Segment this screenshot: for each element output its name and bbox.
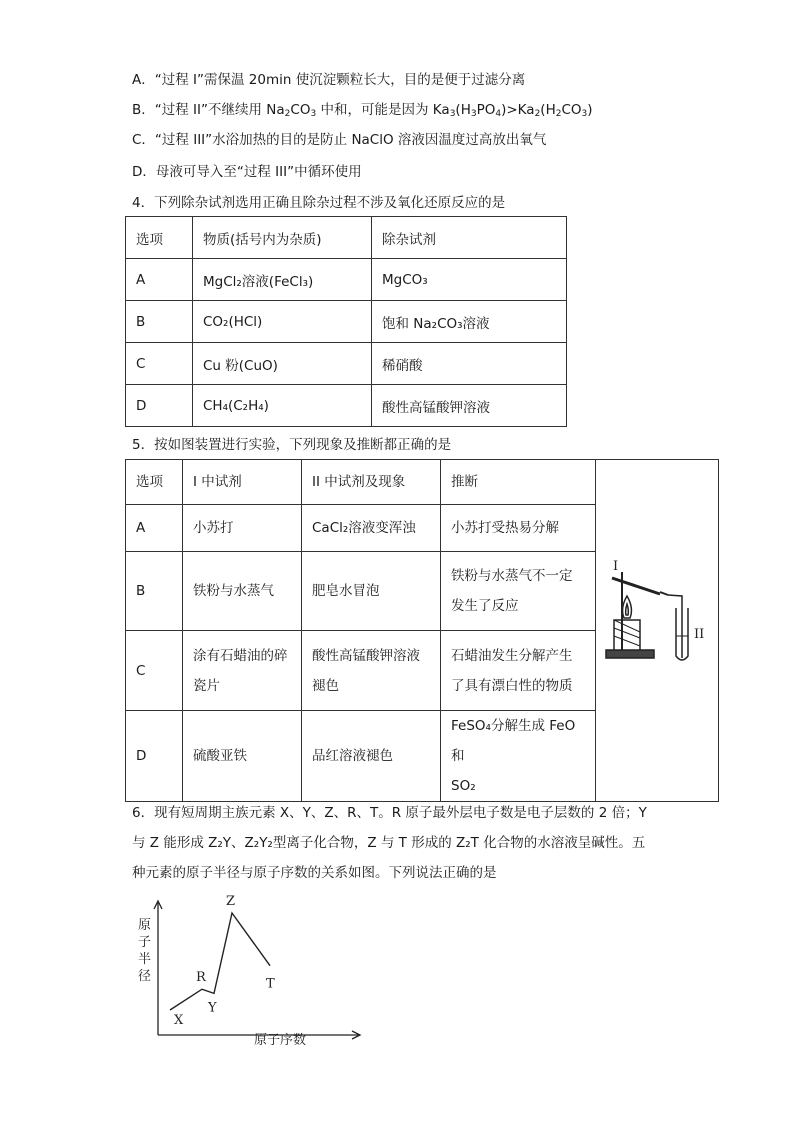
table-cell: CO₂(HCl) <box>193 301 372 343</box>
apparatus-figure <box>596 460 718 790</box>
table-cell: FeSO₄分解生成 FeO 和 SO₂ <box>441 710 596 801</box>
point-label: T <box>266 976 275 992</box>
radius-chart <box>130 895 370 1045</box>
table-cell: 铁粉与水蒸气 <box>183 552 302 631</box>
option-3a: A．“过程 I”需保温 20min 使沉淀颗粒长大，目的是便于过滤分离 <box>132 72 526 88</box>
table-row <box>126 385 567 427</box>
option-3c: C．“过程 III”水浴加热的目的是防止 NaClO 溶液因温度过高放出氧气 <box>132 132 547 148</box>
q4-table <box>125 216 567 427</box>
table-header-cell: II 中试剂及现象 <box>302 460 441 505</box>
table-header-cell: 选项 <box>126 460 183 505</box>
table-cell: A <box>126 259 193 301</box>
table-cell: CH₄(C₂H₄) <box>193 385 372 427</box>
table-cell: 铁粉与水蒸气不一定 发生了反应 <box>441 552 596 631</box>
label-ii: II <box>694 627 705 642</box>
table-cell: 饱和 Na₂CO₃溶液 <box>372 301 567 343</box>
lamp-body <box>614 620 640 650</box>
table-cell: CaCl₂溶液变浑浊 <box>302 505 441 552</box>
x-axis-label: 原子序数 <box>254 1033 307 1045</box>
q6-line-1: 6．现有短周期主族元素 X、Y、Z、R、T。R 原子最外层电子数是电子层数的 2 倍；Y <box>132 805 647 821</box>
q6-line-2: 与 Z 能形成 Z₂Y、Z₂Y₂型离子化合物，Z 与 T 形成的 Z₂T 化合物的水溶液呈碱性。五 <box>132 835 646 851</box>
series-line <box>170 913 270 1010</box>
option-3b: B．“过程 II”不继续用 $Na_2CO_3$ 中和，可能是因为 $Ka_3(H_3PO_4)>Ka_2(H_2CO_3)$ <box>132 102 593 119</box>
table-cell: 硫酸亚铁 <box>183 710 302 801</box>
option-3d: D．母液可导入至“过程 III”中循环使用 <box>132 164 362 180</box>
table-cell: 肥皂水冒泡 <box>302 552 441 631</box>
table-row <box>126 259 567 301</box>
table-header-row <box>126 460 719 505</box>
table-cell: C <box>126 343 193 385</box>
table-cell: Cu 粉(CuO) <box>193 343 372 385</box>
table-header-cell: 推断 <box>441 460 596 505</box>
table-cell: C <box>126 631 183 710</box>
table-cell: D <box>126 385 193 427</box>
table-header-cell: I 中试剂 <box>183 460 302 505</box>
delivery-tube <box>668 595 682 658</box>
test-tube-i <box>612 578 660 594</box>
table-row <box>126 343 567 385</box>
table-cell: 石蜡油发生分解产生 了具有漂白性的物质 <box>441 631 596 710</box>
table-cell: 稀硝酸 <box>372 343 567 385</box>
table-cell: 酸性高锰酸钾溶液 <box>372 385 567 427</box>
table-cell: B <box>126 301 193 343</box>
q5-stem: 5．按如图装置进行实验，下列现象及推断都正确的是 <box>132 437 452 453</box>
q5-table <box>125 459 719 802</box>
table-header-row <box>126 217 567 259</box>
table-cell: A <box>126 505 183 552</box>
table-cell: 小苏打 <box>183 505 302 552</box>
table-header-cell: 选项 <box>126 217 193 259</box>
label-i: I <box>613 559 619 574</box>
table-cell: MgCl₂溶液(FeCl₃) <box>193 259 372 301</box>
apparatus-cell <box>596 460 719 802</box>
table-header-cell: 物质(括号内为杂质) <box>193 217 372 259</box>
table-row <box>126 301 567 343</box>
y-axis-label: 原子半径 <box>138 918 152 984</box>
point-label: R <box>196 970 206 986</box>
table-cell: D <box>126 710 183 801</box>
point-label: Y <box>208 1000 217 1016</box>
stand-base <box>606 650 654 658</box>
table-cell: 酸性高锰酸钾溶液 褪色 <box>302 631 441 710</box>
table-cell: 涂有石蜡油的碎 瓷片 <box>183 631 302 710</box>
table-header-cell: 除杂试剂 <box>372 217 567 259</box>
q4-stem: 4．下列除杂试剂选用正确且除杂过程不涉及氧化还原反应的是 <box>132 195 506 211</box>
point-label: Z <box>226 895 236 909</box>
table-cell: 小苏打受热易分解 <box>441 505 596 552</box>
point-label: X <box>174 1013 184 1028</box>
table-cell: B <box>126 552 183 631</box>
table-cell: 品红溶液褪色 <box>302 710 441 801</box>
q6-line-3: 种元素的原子半径与原子序数的关系如图。下列说法正确的是 <box>132 865 497 881</box>
table-cell: MgCO₃ <box>372 259 567 301</box>
